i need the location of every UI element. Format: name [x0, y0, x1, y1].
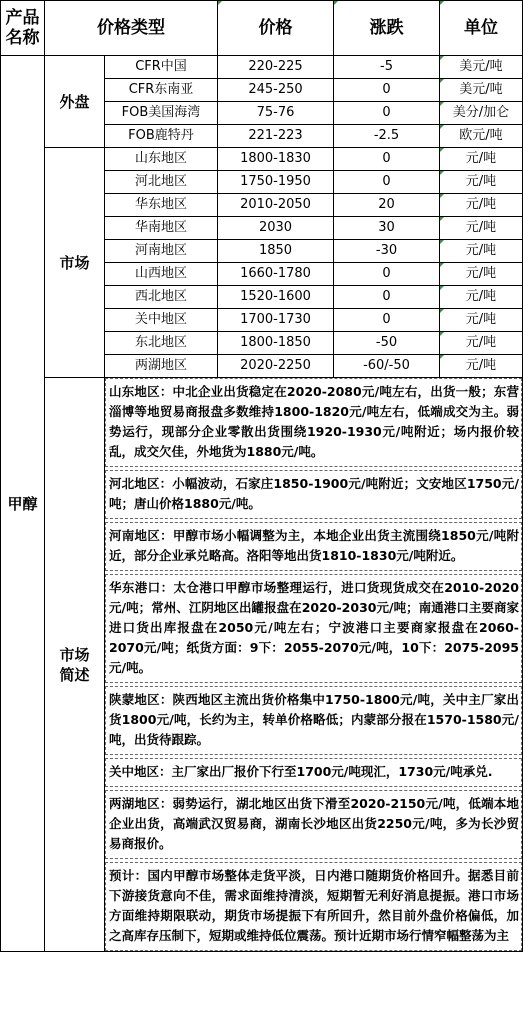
- change-cell: 0: [334, 148, 440, 171]
- change-cell: -60/-50: [334, 355, 440, 378]
- summary-paragraph: 山东地区：中北企业出货稳定在2020-2080元/吨左右，出货一般；东营淄博等地贸易商报盘多数维持1800-1820元/吨左右，低端成交为主。弱势运行，现部分企业零散出货围绕1920-1930元/吨附近；场内报价较乱，成交欠佳，外地货为1880元/吨。: [105, 378, 522, 467]
- header-row: [1, 1, 523, 56]
- unit-cell: 元/吨: [440, 309, 523, 332]
- summary-paragraph: 华东港口：太仓港口甲醇市场整理运行，进口货现货成交在2010-2020元/吨；常州、江阴地区出罐报盘在2020-2030元/吨；南通港口主要商家进口货出库报盘在2050元/吨左右；宁波港口主要商家报盘在2060-2070元/吨；纸货方面：9下：2055-2070元/吨，10下：2075-2095元/吨。: [105, 574, 522, 683]
- change-cell: 0: [334, 79, 440, 102]
- price-cell: 2030: [218, 217, 334, 240]
- change-cell: 0: [334, 286, 440, 309]
- unit-cell: 元/吨: [440, 286, 523, 309]
- change-cell: -5: [334, 56, 440, 79]
- header-product-name: 产品 名称: [1, 1, 45, 56]
- price-type-cell: FOB鹿特丹: [105, 125, 218, 148]
- product-name-cell: 甲醇: [1, 56, 45, 952]
- outer-market-label: 外盘: [45, 56, 105, 148]
- header-price: 价格: [218, 1, 334, 56]
- unit-cell: 欧元/吨: [440, 125, 523, 148]
- price-type-cell: CFR东南亚: [105, 79, 218, 102]
- unit-cell: 元/吨: [440, 217, 523, 240]
- price-type-cell: 山西地区: [105, 263, 218, 286]
- change-cell: 30: [334, 217, 440, 240]
- change-cell: 20: [334, 194, 440, 217]
- change-cell: 0: [334, 263, 440, 286]
- price-type-cell: 河南地区: [105, 240, 218, 263]
- change-cell: -30: [334, 240, 440, 263]
- summary-paragraph: 预计：国内甲醇市场整体走货平淡，日内港口随期货价格回升。据悉目前下游接货意向不佳，需求面维持清淡，短期暂无利好消息提振。港口市场方面维持期限联动，期货市场提振下有所回升，然目前外盘价格偏低，加之高库存压制下，短期或维持低位震荡。预计近期市场行情窄幅整荡为主: [105, 862, 522, 951]
- unit-cell: 元/吨: [440, 171, 523, 194]
- price-cell: 2020-2250: [218, 355, 334, 378]
- price-cell: 1660-1780: [218, 263, 334, 286]
- price-cell: 1520-1600: [218, 286, 334, 309]
- price-type-cell: CFR中国: [105, 56, 218, 79]
- unit-cell: 美分/加仑: [440, 102, 523, 125]
- summary-paragraph: 河南地区：甲醇市场小幅调整为主，本地企业出货主流围绕1850元/吨附近，部分企业承兑略高。洛阳等地出货1810-1830元/吨附近。: [105, 522, 522, 571]
- summary-paragraph: 河北地区：小幅波动，石家庄1850-1900元/吨附近；文安地区1750元/吨；唐山价格1880元/吨。: [105, 470, 522, 519]
- price-type-cell: 山东地区: [105, 148, 218, 171]
- market-summary-row: [1, 378, 523, 952]
- price-cell: 1750-1950: [218, 171, 334, 194]
- unit-cell: 元/吨: [440, 240, 523, 263]
- market-summary-content: [105, 378, 523, 952]
- unit-cell: 元/吨: [440, 194, 523, 217]
- price-cell: 2010-2050: [218, 194, 334, 217]
- market-summary-label: 市场 简述: [45, 378, 105, 952]
- summary-paragraph: 陕蒙地区：陕西地区主流出货价格集中1750-1800元/吨，关中主厂家出货1800元/吨，长约为主，转单价格略低；内蒙部分报在1570-1580元/吨，出货待跟踪。: [105, 686, 522, 755]
- price-type-cell: 华东地区: [105, 194, 218, 217]
- price-type-cell: 两湖地区: [105, 355, 218, 378]
- unit-cell: 元/吨: [440, 148, 523, 171]
- price-cell: 220-225: [218, 56, 334, 79]
- price-cell: 245-250: [218, 79, 334, 102]
- header-price-type: 价格类型: [45, 1, 218, 56]
- price-cell: 1800-1850: [218, 332, 334, 355]
- price-type-cell: FOB美国海湾: [105, 102, 218, 125]
- unit-cell: 美元/吨: [440, 79, 523, 102]
- summary-paragraph: 两湖地区：弱势运行，湖北地区出货下滑至2020-2150元/吨，低端本地企业出货，高端武汉贸易商，湖南长沙地区出货2250元/吨，多为长沙贸易商报价。: [105, 790, 522, 859]
- summary-paragraph: 关中地区：主厂家出厂报价下行至1700元/吨现汇，1730元/吨承兑.: [105, 758, 522, 787]
- change-cell: 0: [334, 102, 440, 125]
- price-type-cell: 关中地区: [105, 309, 218, 332]
- outer-market-row: [1, 56, 523, 79]
- header-unit: 单位: [440, 1, 523, 56]
- unit-cell: 元/吨: [440, 263, 523, 286]
- unit-cell: 元/吨: [440, 355, 523, 378]
- unit-cell: 美元/吨: [440, 56, 523, 79]
- change-cell: -2.5: [334, 125, 440, 148]
- price-type-cell: 东北地区: [105, 332, 218, 355]
- unit-cell: 元/吨: [440, 332, 523, 355]
- domestic-market-label: 市场: [45, 148, 105, 378]
- header-change: 涨跌: [334, 1, 440, 56]
- price-cell: 221-223: [218, 125, 334, 148]
- price-cell: 1700-1730: [218, 309, 334, 332]
- price-type-cell: 华南地区: [105, 217, 218, 240]
- price-cell: 1850: [218, 240, 334, 263]
- price-cell: 75-76: [218, 102, 334, 125]
- change-cell: 0: [334, 171, 440, 194]
- change-cell: 0: [334, 309, 440, 332]
- domestic-market-row: [1, 148, 523, 171]
- change-cell: -50: [334, 332, 440, 355]
- price-type-cell: 西北地区: [105, 286, 218, 309]
- price-cell: 1800-1830: [218, 148, 334, 171]
- price-type-cell: 河北地区: [105, 171, 218, 194]
